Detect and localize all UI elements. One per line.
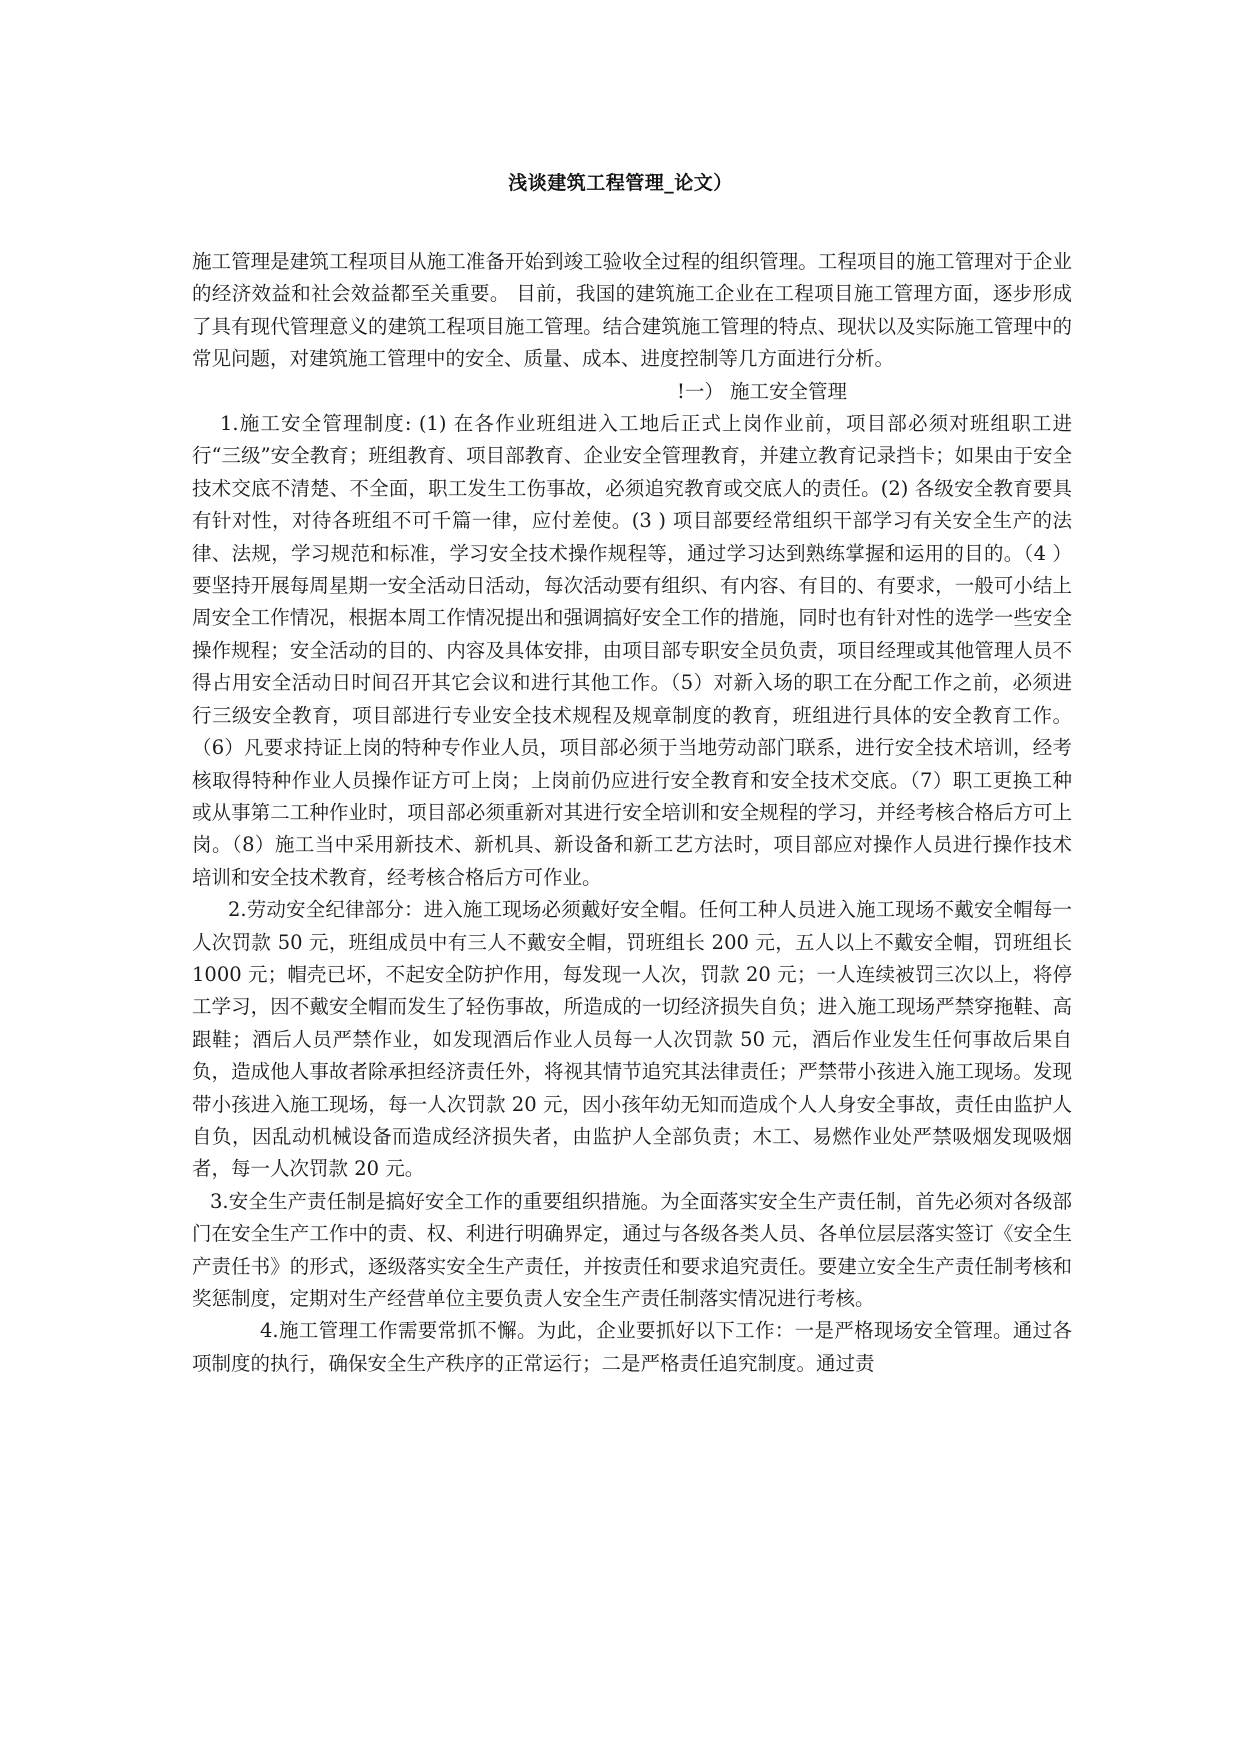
paragraph-labor-discipline: 2.劳动安全纪律部分：进入施工现场必须戴好安全帽。任何工种人员进入施工现场不戴安全帽每一人次罚款 50 元，班组成员中有三人不戴安全帽，罚班组长 200 元，五人以上不戴安全帽，罚班组长 1000 元；帽壳已坏，不起安全防护作用，每发现一人次，罚款 20 元；一人连续被罚三次以上，将停工学习，因不戴安全帽而发生了轻伤事故，所造成的一切经济损失自负；进入施工现场严禁穿拖鞋、高跟鞋；酒后人员严禁作业，如发现酒后作业人员每一人次罚款 50 元，酒后作业发生任何事故后果自负，造成他人事故者除承担经济责任外，将视其情节追究其法律责任；严禁带小孩进入施工现场。发现带小孩进入施工现场，每一人次罚款 20 元，因小孩年幼无知而造成个人人身安全事故，责任由监护人自负，因乱动机械设备而造成经济损失者，由监护人全部负责；木工、易燃作业处严禁吸烟发现吸烟者，每一人次罚款 20 元。 <box>192 898 1072 1181</box>
document-body <box>192 246 1072 1380</box>
section-heading: !一） 施工安全管理 <box>677 379 848 403</box>
paragraph-safety-system: 1.施工安全管理制度: (1) 在各作业班组进入工地后正式上岗作业前，项目部必须对班组职工进行“三级”安全教育；班组教育、项目部教育、企业安全管理教育，并建立教育记录挡卡；如果由于安全技术交底不清楚、不全面，职工发生工伤事故，必须追究教育或交底人的责任。(2) 各级安全教育要具有针对性，对待各班组不可千篇一律，应付差使。(3 ) 项目部要经常组织干部学习有关安全生产的法律、法规，学习规范和标准，学习安全技术操作规程等，通过学习达到熟练掌握和运用的目的。（4 ）要坚持开展每周星期一安全活动日活动，每次活动要有组织、有内容、有目的、有要求，一般可小结上周安全工作情况，根据本周工作情况提出和强调搞好安全工作的措施，同时也有针对性的选学一些安全操作规程；安全活动的目的、内容及具体安排，由项目部专职安全员负责，项目经理或其他管理人员不得占用安全活动日时间召开其它会议和进行其他工作。（5）对新入场的职工在分配工作之前，必须进行三级安全教育，项目部进行专业安全技术规程及规章制度的教育，班组进行具体的安全教育工作。（6）凡要求持证上岗的特种专作业人员，项目部必须于当地劳动部门联系，进行安全技术培训，经考核取得特种作业人员操作证方可上岗；上岗前仍应进行安全教育和安全技术交底。（7）职工更换工种或从事第二工种作业时，项目部必须重新对其进行安全培训和安全规程的学习，并经考核合格后方可上岗。（8）施工当中采用新技术、新机具、新设备和新工艺方法时，项目部应对操作人员进行操作技术培训和安全技术教育，经考核合格后方可作业。 <box>192 412 1072 889</box>
intro-paragraph: 施工管理是建筑工程项目从施工准备开始到竣工验收全过程的组织管理。工程项目的施工管理对于企业的经济效益和社会效益都至关重要。 目前，我国的建筑施工企业在工程项目施工管理方面，逐步形成了具有现代管理意义的建筑工程项目施工管理。结合建筑施工管理的特点、现状以及实际施工管理中的常见问题，对建筑施工管理中的安全、质量、成本、进度控制等几方面进行分析。 <box>192 250 1072 371</box>
paragraph-responsibility: 3.安全生产责任制是搞好安全工作的重要组织措施。为全面落实安全生产责任制，首先必须对各级部门在安全生产工作中的责、权、利进行明确界定，通过与各级各类人员、各单位层层落实签订《安全生产责任书》的形式，逐级落实安全生产责任，并按责任和要求追究责任。要建立安全生产责任制考核和奖惩制度，定期对生产经营单位主要负责人安全生产责任制落实情况进行考核。 <box>192 1189 1072 1310</box>
paragraph-management-work: 4.施工管理工作需要常抓不懈。为此，企业要抓好以下工作：一是严格现场安全管理。通过各项制度的执行，确保安全生产秩序的正常运行；二是严格责任追究制度。通过责 <box>192 1319 1072 1375</box>
document-title: 浅谈建筑工程管理_论文） <box>508 172 733 194</box>
